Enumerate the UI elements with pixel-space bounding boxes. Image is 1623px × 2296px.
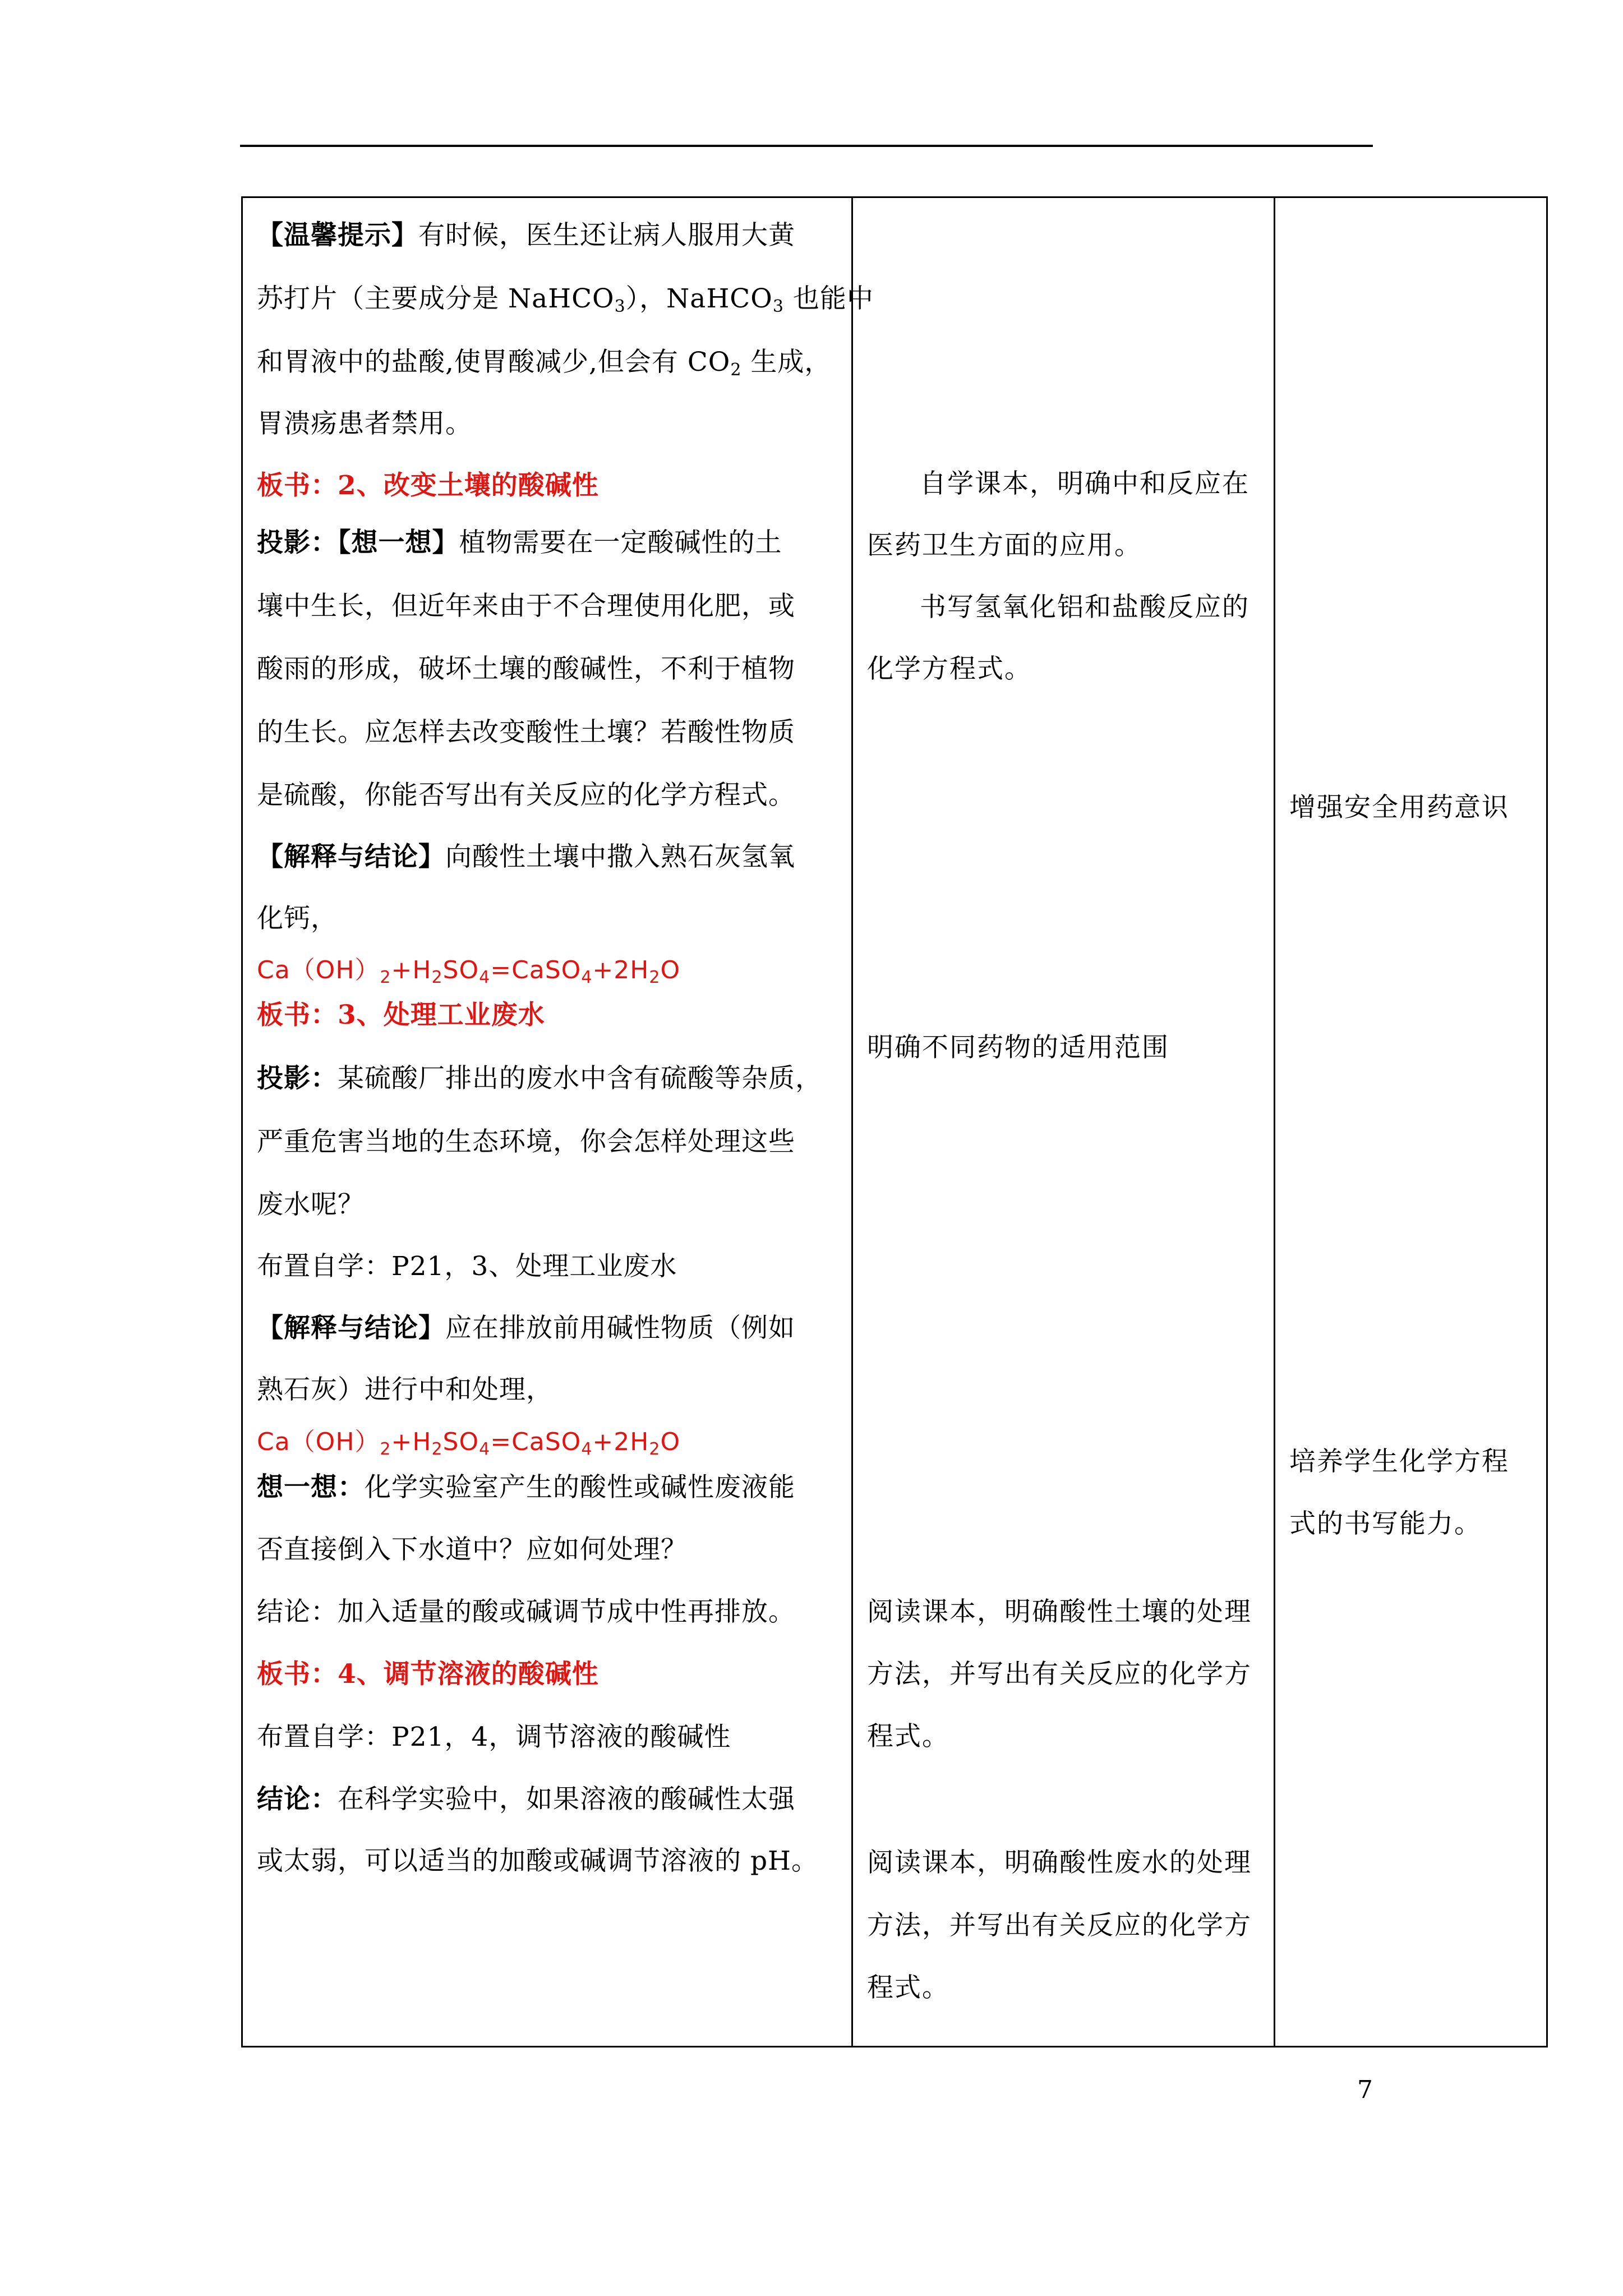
soil-line-3: 酸雨的形成，破坏土壤的酸碱性，不利于植物: [257, 654, 795, 684]
tip-line-2: 苏打片（主要成分是 NaHCO$_3$），NaHCO$_3$ 也能中: [257, 283, 874, 316]
self-study-2: 布置自学：P21，4，调节溶液的酸碱性: [257, 1722, 731, 1752]
lab-line-2: 否直接倒入下水道中？应如何处理？: [257, 1534, 688, 1565]
soil-conclusion-line-2: 化钙，: [257, 903, 338, 934]
lab-conclusion: 结论：加入适量的酸或碱调节成中性再排放。: [257, 1596, 795, 1627]
board-heading-2: 板书：2、改变土壤的酸碱性: [257, 470, 599, 501]
activity-2-line-2: 化学方程式。: [867, 654, 1032, 684]
activity-5-line-3: 程式。: [867, 1972, 949, 2003]
activity-4-line-2: 方法，并写出有关反应的化学方: [867, 1659, 1252, 1690]
waste-conclusion-line-2: 熟石灰）进行中和处理，: [257, 1374, 553, 1405]
activity-5-line-1: 阅读课本，明确酸性废水的处理: [867, 1847, 1252, 1878]
student-activity-column: [853, 198, 1274, 2046]
activity-1-line-1: 自学课本，明确中和反应在: [920, 468, 1249, 499]
activity-3: 明确不同药物的适用范围: [867, 1032, 1169, 1063]
waste-line-1: 投影：某硫酸厂排出的废水中含有硫酸等杂质，: [257, 1063, 822, 1094]
waste-line-3: 废水呢？: [257, 1189, 365, 1220]
activity-5-line-2: 方法，并写出有关反应的化学方: [867, 1910, 1252, 1941]
soil-line-5: 是硫酸，你能否写出有关反应的化学方程式。: [257, 780, 795, 811]
soil-line-1: 投影：【想一想】植物需要在一定酸碱性的土: [257, 527, 782, 558]
board-heading-3: 板书：3、处理工业废水: [257, 1000, 545, 1030]
activity-2-line-1: 书写氢氧化铝和盐酸反应的: [920, 592, 1249, 623]
board-heading-4: 板书：4、调节溶液的酸碱性: [257, 1659, 599, 1690]
equation-2: $Ca(OH)_2+H_2SO_4=CaSO_4+2H_2O$: [257, 1428, 681, 1459]
soil-line-2: 壤中生长，但近年来由于不合理使用化肥，或: [257, 591, 795, 622]
final-line-1: 结论：在科学实验中，如果溶液的酸碱性太强: [257, 1784, 795, 1815]
header-rule: [240, 145, 1373, 147]
soil-line-4: 的生长。应怎样去改变酸性土壤？若酸性物质: [257, 717, 795, 748]
intent-2-line-1: 培养学生化学方程: [1289, 1446, 1509, 1477]
tip-line-1: 【温馨提示】有时候，医生还让病人服用大黄: [257, 220, 795, 251]
activity-4-line-3: 程式。: [867, 1721, 949, 1752]
self-study-1: 布置自学：P21，3、处理工业废水: [257, 1251, 677, 1282]
waste-conclusion-line-1: 【解释与结论】应在排放前用碱性物质（例如: [257, 1313, 795, 1343]
equation-1: $Ca(OH)_2+H_2SO_4=CaSO_4+2H_2O$: [257, 956, 681, 987]
design-intent-column: [1275, 198, 1550, 2046]
final-line-2: 或太弱，可以适当的加酸或碱调节溶液的 pH。: [257, 1846, 819, 1876]
activity-4-line-1: 阅读课本，明确酸性土壤的处理: [867, 1596, 1252, 1627]
intent-2-line-2: 式的书写能力。: [1289, 1508, 1482, 1539]
page-number: 7: [1357, 2076, 1373, 2104]
tip-line-3: 和胃液中的盐酸,使胃酸减少,但会有 $CO_2$ 生成，: [257, 347, 832, 380]
soil-conclusion-line-1: 【解释与结论】向酸性土壤中撒入熟石灰氢氧: [257, 841, 795, 872]
teacher-activity-column: [243, 198, 874, 2046]
activity-1-line-2: 医药卫生方面的应用。: [867, 530, 1142, 561]
lab-line-1: 想一想：化学实验室产生的酸性或碱性废液能: [257, 1472, 795, 1503]
lesson-table: [241, 196, 1548, 2047]
intent-1: 增强安全用药意识: [1289, 792, 1509, 823]
tip-label: 【温馨提示】: [257, 220, 418, 251]
waste-line-2: 严重危害当地的生态环境，你会怎样处理这些: [257, 1126, 795, 1157]
tip-line-4: 胃溃疡患者禁用。: [257, 408, 472, 439]
